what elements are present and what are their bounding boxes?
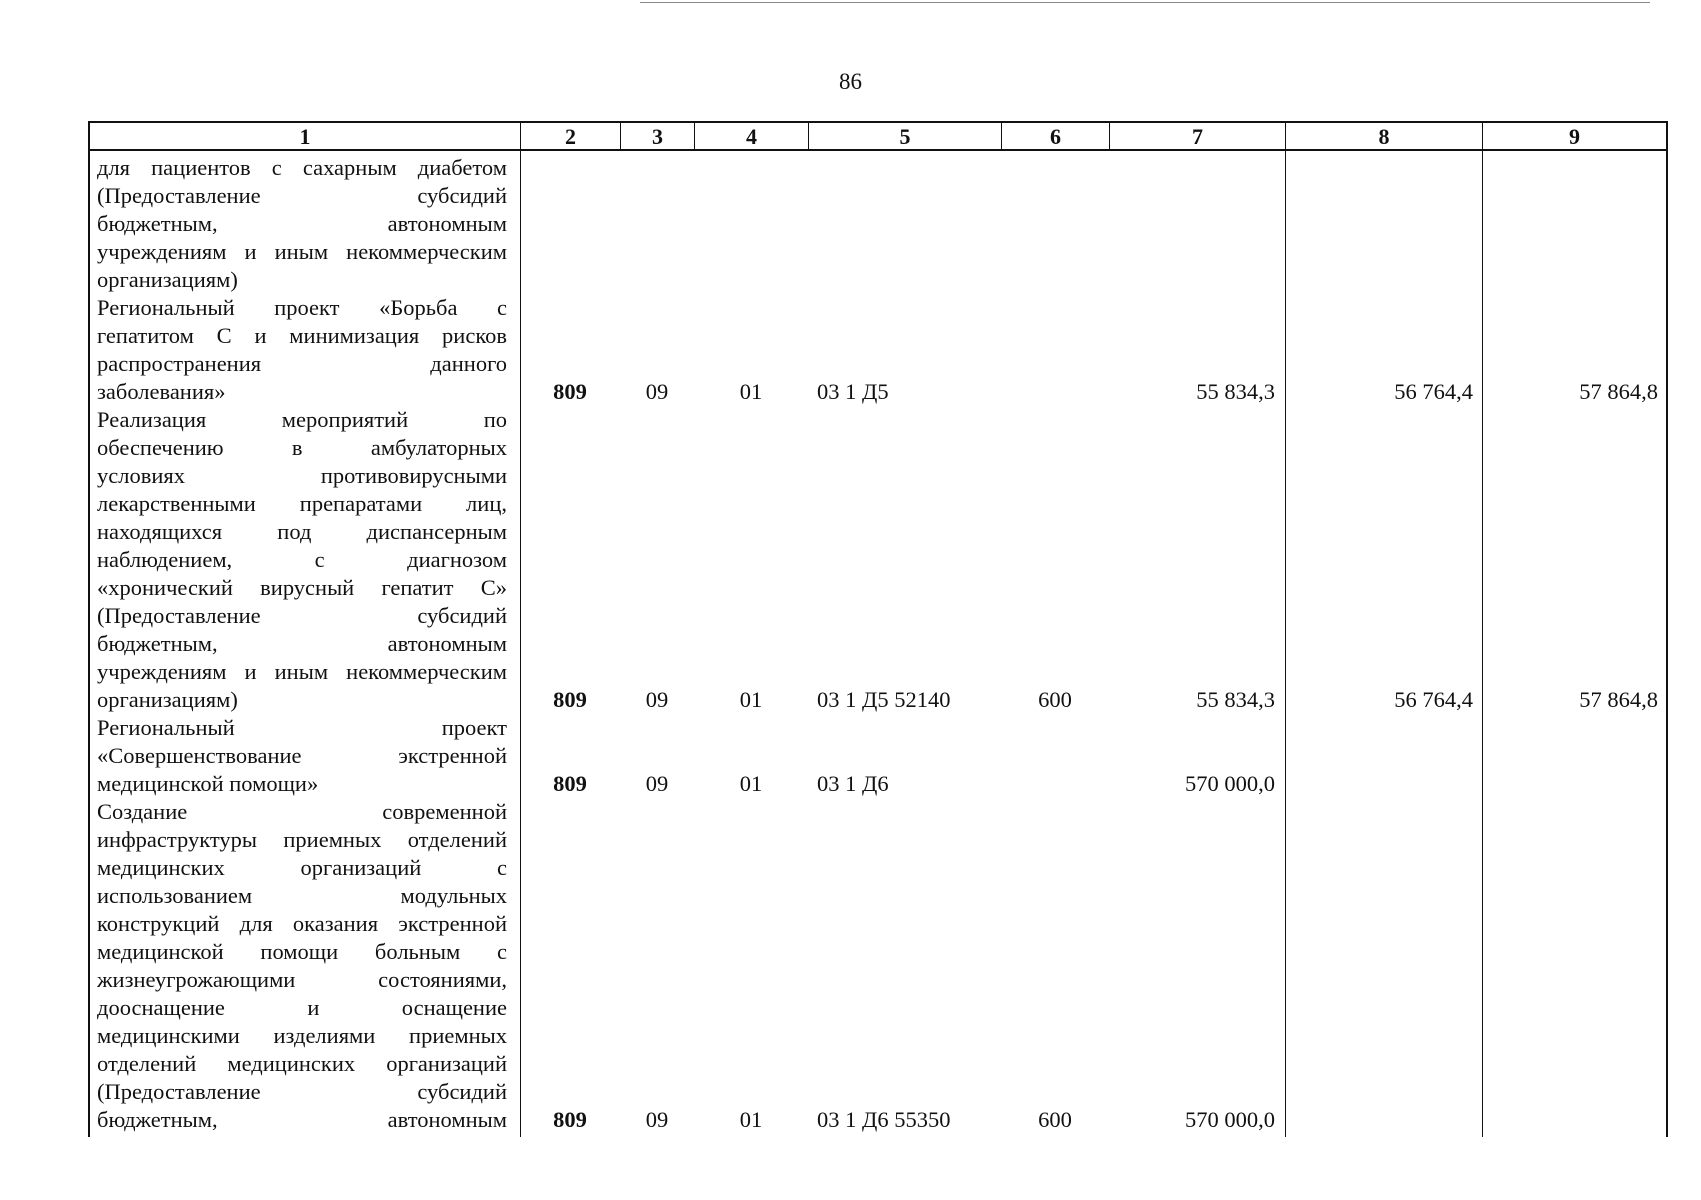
description-line: бюджетным, автономным [97,1107,507,1132]
page-number: 86 [839,69,862,94]
header-cell: 8 [1378,124,1390,149]
cell-subsection: 01 [739,379,763,404]
header-cell: 7 [1192,124,1203,149]
header-cell: 3 [652,124,663,149]
description-line: условиях противовирусными [97,463,507,488]
cell-amount-8: 56 764,4 [1394,379,1473,404]
description-line: Региональный проект [97,715,507,740]
cell-section: 09 [645,1107,669,1132]
cell-target-article: 03 1 Д6 [817,771,889,796]
cell-amount-7: 55 834,3 [1196,379,1275,404]
description-line: для пациентов с сахарным диабетом [97,155,507,180]
header-cell: 1 [299,124,311,149]
cell-amount-9: 57 864,8 [1579,379,1658,404]
cell-target-article: 03 1 Д6 55350 [817,1107,951,1132]
description-line: Реализация мероприятий по [97,407,507,432]
header-cell: 2 [565,124,576,149]
cell-subsection: 01 [739,1107,763,1132]
cell-amount-7: 55 834,3 [1196,687,1275,712]
cell-amount-7: 570 000,0 [1185,1107,1275,1132]
row-description [97,798,507,1134]
description-line: бюджетным, автономным [97,211,507,236]
description-line: бюджетным, автономным [97,631,507,656]
description-line: медицинской помощи больным с [97,939,507,964]
header-divider [88,149,1668,151]
description-line: организациям) [97,687,238,712]
cell-expense-type: 600 [1038,687,1072,712]
row-description [97,714,507,798]
description-line: инфраструктуры приемных отделений [97,827,507,852]
header-cell: 6 [1050,124,1061,149]
column-divider [520,121,521,1137]
cell-target-article: 03 1 Д5 52140 [817,687,951,712]
cell-section: 09 [645,687,669,712]
cell-amount-8 [1288,1106,1473,1134]
description-line: находящихся под диспансерным [97,519,507,544]
description-line: отделений медицинских организаций [97,1051,507,1076]
cell-amount-7: 570 000,0 [1185,771,1275,796]
cell-amount-8 [1288,770,1473,798]
description-line: учреждениям и иным некоммерческим [97,239,507,264]
cell-section: 09 [645,379,669,404]
description-line: использованием модульных [97,883,507,908]
cell-target-article: 03 1 Д5 [817,379,889,404]
cell-subsection: 01 [739,771,763,796]
description-line: жизнеугрожающими состояниями, [97,967,507,992]
description-line: дооснащение и оснащение [97,995,507,1020]
cell-section: 09 [645,771,669,796]
description-line: «Совершенствование экстренной [97,743,507,768]
description-line: медицинских организаций с [97,855,507,880]
description-line: медицинскими изделиями приемных [97,1023,507,1048]
header-cell: 9 [1569,124,1580,149]
row-description [97,406,507,714]
cell-amount-8: 56 764,4 [1394,687,1473,712]
cell-ministry-code: 809 [553,1107,587,1132]
description-line: Создание современной [97,799,507,824]
description-line: конструкций для оказания экстренной [97,911,507,936]
description-line: наблюдением, с диагнозом [97,547,507,572]
description-line: лекарственными препаратами лиц, [97,491,507,516]
cell-expense-type: 600 [1038,1107,1072,1132]
header-cell: 4 [746,124,757,149]
description-line: «хронический вирусный гепатит С» [97,575,507,600]
description-line: учреждениям и иным некоммерческим [97,659,507,684]
cell-expense-type [1001,770,1109,798]
cell-amount-9 [1485,770,1658,798]
cell-ministry-code: 809 [553,379,587,404]
top-rule [640,2,1650,3]
description-line: (Предоставление субсидий [97,603,507,628]
cell-expense-type [1001,378,1109,406]
cell-amount-9: 57 864,8 [1579,687,1658,712]
description-line: заболевания» [97,379,226,404]
column-divider [1285,121,1286,1137]
description-line: медицинской помощи» [97,771,319,796]
description-line: распространения данного [97,351,507,376]
header-cell: 5 [899,124,911,149]
description-line: (Предоставление субсидий [97,183,507,208]
row-description [97,294,507,406]
description-line: (Предоставление субсидий [97,1079,507,1104]
cell-ministry-code: 809 [553,687,587,712]
description-line: гепатитом С и минимизация рисков [97,323,507,348]
description-line: организациям) [97,267,238,292]
cell-subsection: 01 [739,687,763,712]
description-line: обеспечению в амбулаторных [97,435,507,460]
description-line: Региональный проект «Борьба с [97,295,507,320]
row-description [97,154,507,294]
cell-ministry-code: 809 [553,771,587,796]
cell-amount-9 [1485,1106,1658,1134]
column-divider [1482,121,1483,1137]
